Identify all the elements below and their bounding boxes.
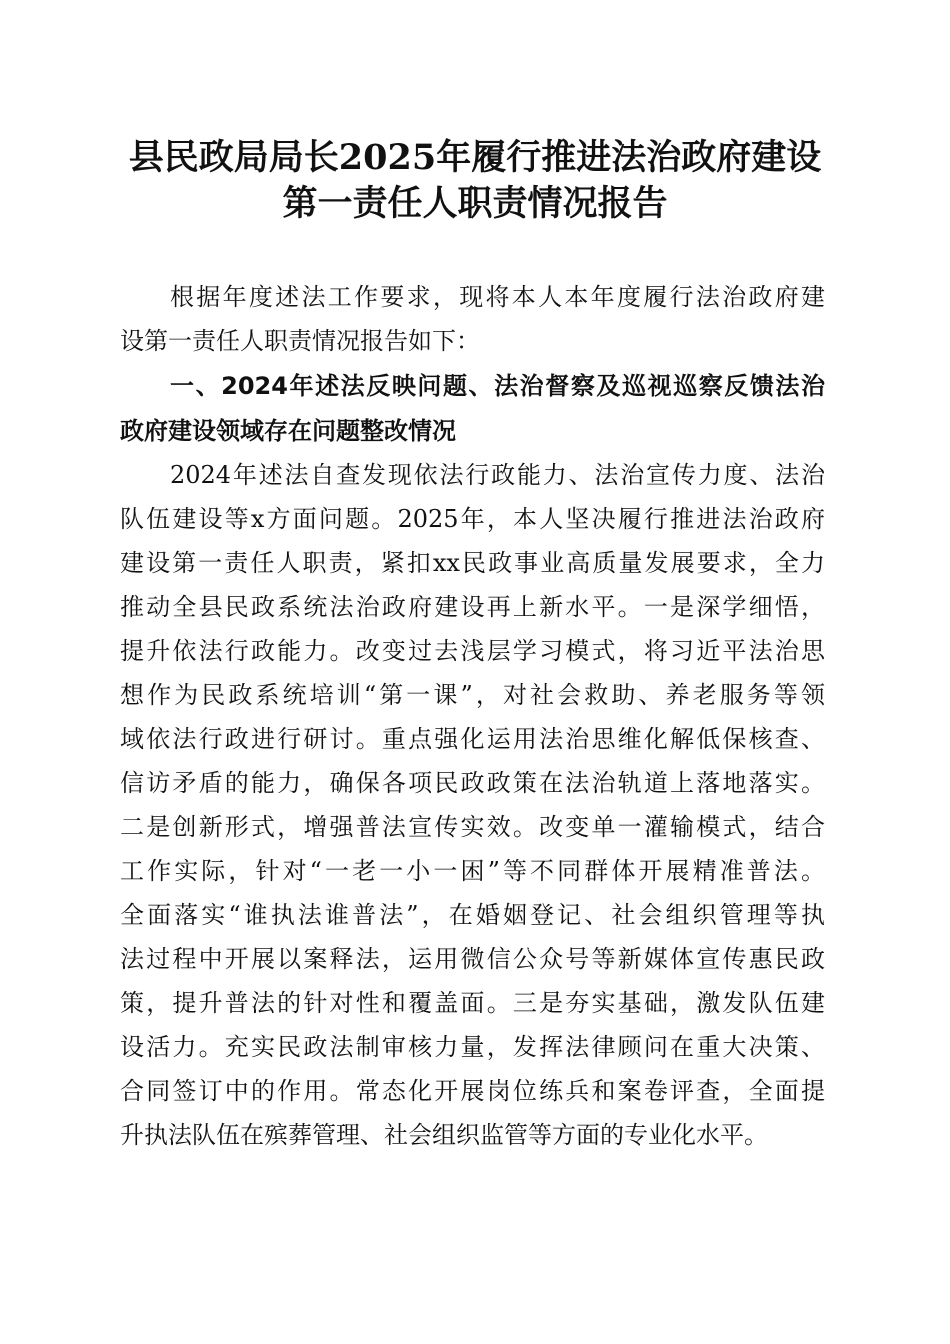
document-title-line-2: 第一责任人职责情况报告 bbox=[282, 183, 668, 224]
section1-body-line-1: 2024年述法自查发现依法行政能力、法治宣传力度、法治 bbox=[170, 461, 825, 489]
section1-body-line-14: 设活力。充实民政法制审核力量，发挥法律顾问在重大决策、 bbox=[120, 1033, 825, 1061]
section1-body-line-10: 工作实际，针对“一老一小一困”等不同群体开展精准普法。 bbox=[120, 857, 825, 885]
section1-body-line-12: 法过程中开展以案释法，运用微信公众号等新媒体宣传惠民政 bbox=[120, 945, 825, 973]
section1-body-line-16: 升执法队伍在殡葬管理、社会组织监管等方面的专业化水平。 bbox=[120, 1121, 768, 1149]
document-title-line-1: 县民政局局长2025年履行推进法治政府建设 bbox=[128, 137, 822, 178]
intro-line-1: 根据年度述法工作要求，现将本人本年度履行法治政府建 bbox=[170, 283, 825, 311]
section1-body-line-3: 建设第一责任人职责，紧扣xx民政事业高质量发展要求，全力 bbox=[120, 549, 825, 577]
section1-body-line-6: 想作为民政系统培训“第一课”，对社会救助、养老服务等领 bbox=[120, 681, 825, 709]
section1-heading-line-2: 政府建设领域存在问题整改情况 bbox=[120, 417, 456, 445]
section1-body-line-8: 信访矛盾的能力，确保各项民政政策在法治轨道上落地落实。 bbox=[120, 769, 825, 797]
section1-body-line-5: 提升依法行政能力。改变过去浅层学习模式，将习近平法治思 bbox=[120, 637, 825, 665]
section1-body-line-9: 二是创新形式，增强普法宣传实效。改变单一灌输模式，结合 bbox=[120, 813, 825, 841]
intro-line-2: 设第一责任人职责情况报告如下： bbox=[120, 327, 480, 355]
section1-body-line-11: 全面落实“谁执法谁普法”，在婚姻登记、社会组织管理等执 bbox=[120, 901, 825, 929]
section1-body-line-13: 策，提升普法的针对性和覆盖面。三是夯实基础，激发队伍建 bbox=[120, 989, 825, 1017]
section1-body-line-15: 合同签订中的作用。常态化开展岗位练兵和案卷评查，全面提 bbox=[120, 1077, 825, 1105]
section1-body-line-2: 队伍建设等x方面问题。2025年，本人坚决履行推进法治政府 bbox=[120, 505, 825, 533]
section1-body-line-7: 域依法行政进行研讨。重点强化运用法治思维化解低保核查、 bbox=[120, 725, 825, 753]
section1-heading-line-1: 一、2024年述法反映问题、法治督察及巡视巡察反馈法治 bbox=[170, 372, 825, 400]
section1-body-line-4: 推动全县民政系统法治政府建设再上新水平。一是深学细悟， bbox=[120, 593, 825, 621]
